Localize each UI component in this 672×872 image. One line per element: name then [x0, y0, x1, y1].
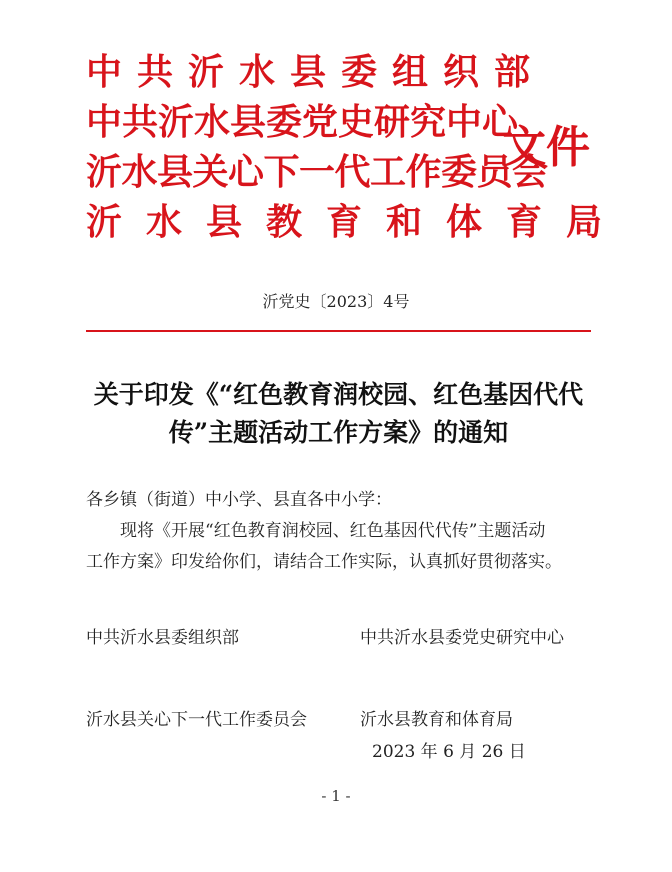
issuer-party-history-center: 中共沂水县委党史研究中心	[86, 101, 519, 143]
issuer-next-generation-committee: 沂水县关心下一代工作委员会	[86, 151, 548, 193]
issuer-organization-department: 中共沂水县委组织部	[86, 51, 546, 93]
document-word: 文件	[502, 122, 590, 173]
signature-org-1: 中共沂水县委组织部	[86, 628, 239, 648]
red-divider	[86, 330, 591, 332]
signature-org-3: 沂水县关心下一代工作委员会	[86, 710, 307, 730]
document-title	[86, 376, 591, 452]
paragraph-line-2: 工作方案》印发给你们，请结合工作实际，认真抓好贯彻落实。	[86, 552, 562, 572]
title-line-2: 传”主题活动工作方案》的通知	[168, 418, 509, 447]
page-number: - 1 -	[321, 787, 351, 805]
issuer-education-sports-bureau: 沂水县教育和体育局	[86, 201, 627, 243]
title-line-1: 关于印发《“红色教育润校园、红色基因代代	[93, 380, 584, 409]
document-number: 沂党史〔2023〕4号	[262, 292, 410, 311]
signature-date: 2023 年 6 月 26 日	[372, 742, 526, 762]
salutation: 各乡镇（街道）中小学、县直各中小学：	[86, 490, 392, 510]
signature-org-4: 沂水县教育和体育局	[360, 710, 513, 730]
signature-org-2: 中共沂水县委党史研究中心	[360, 628, 564, 648]
paragraph-line-1: 现将《开展“红色教育润校园、红色基因代代传”主题活动	[120, 521, 546, 541]
